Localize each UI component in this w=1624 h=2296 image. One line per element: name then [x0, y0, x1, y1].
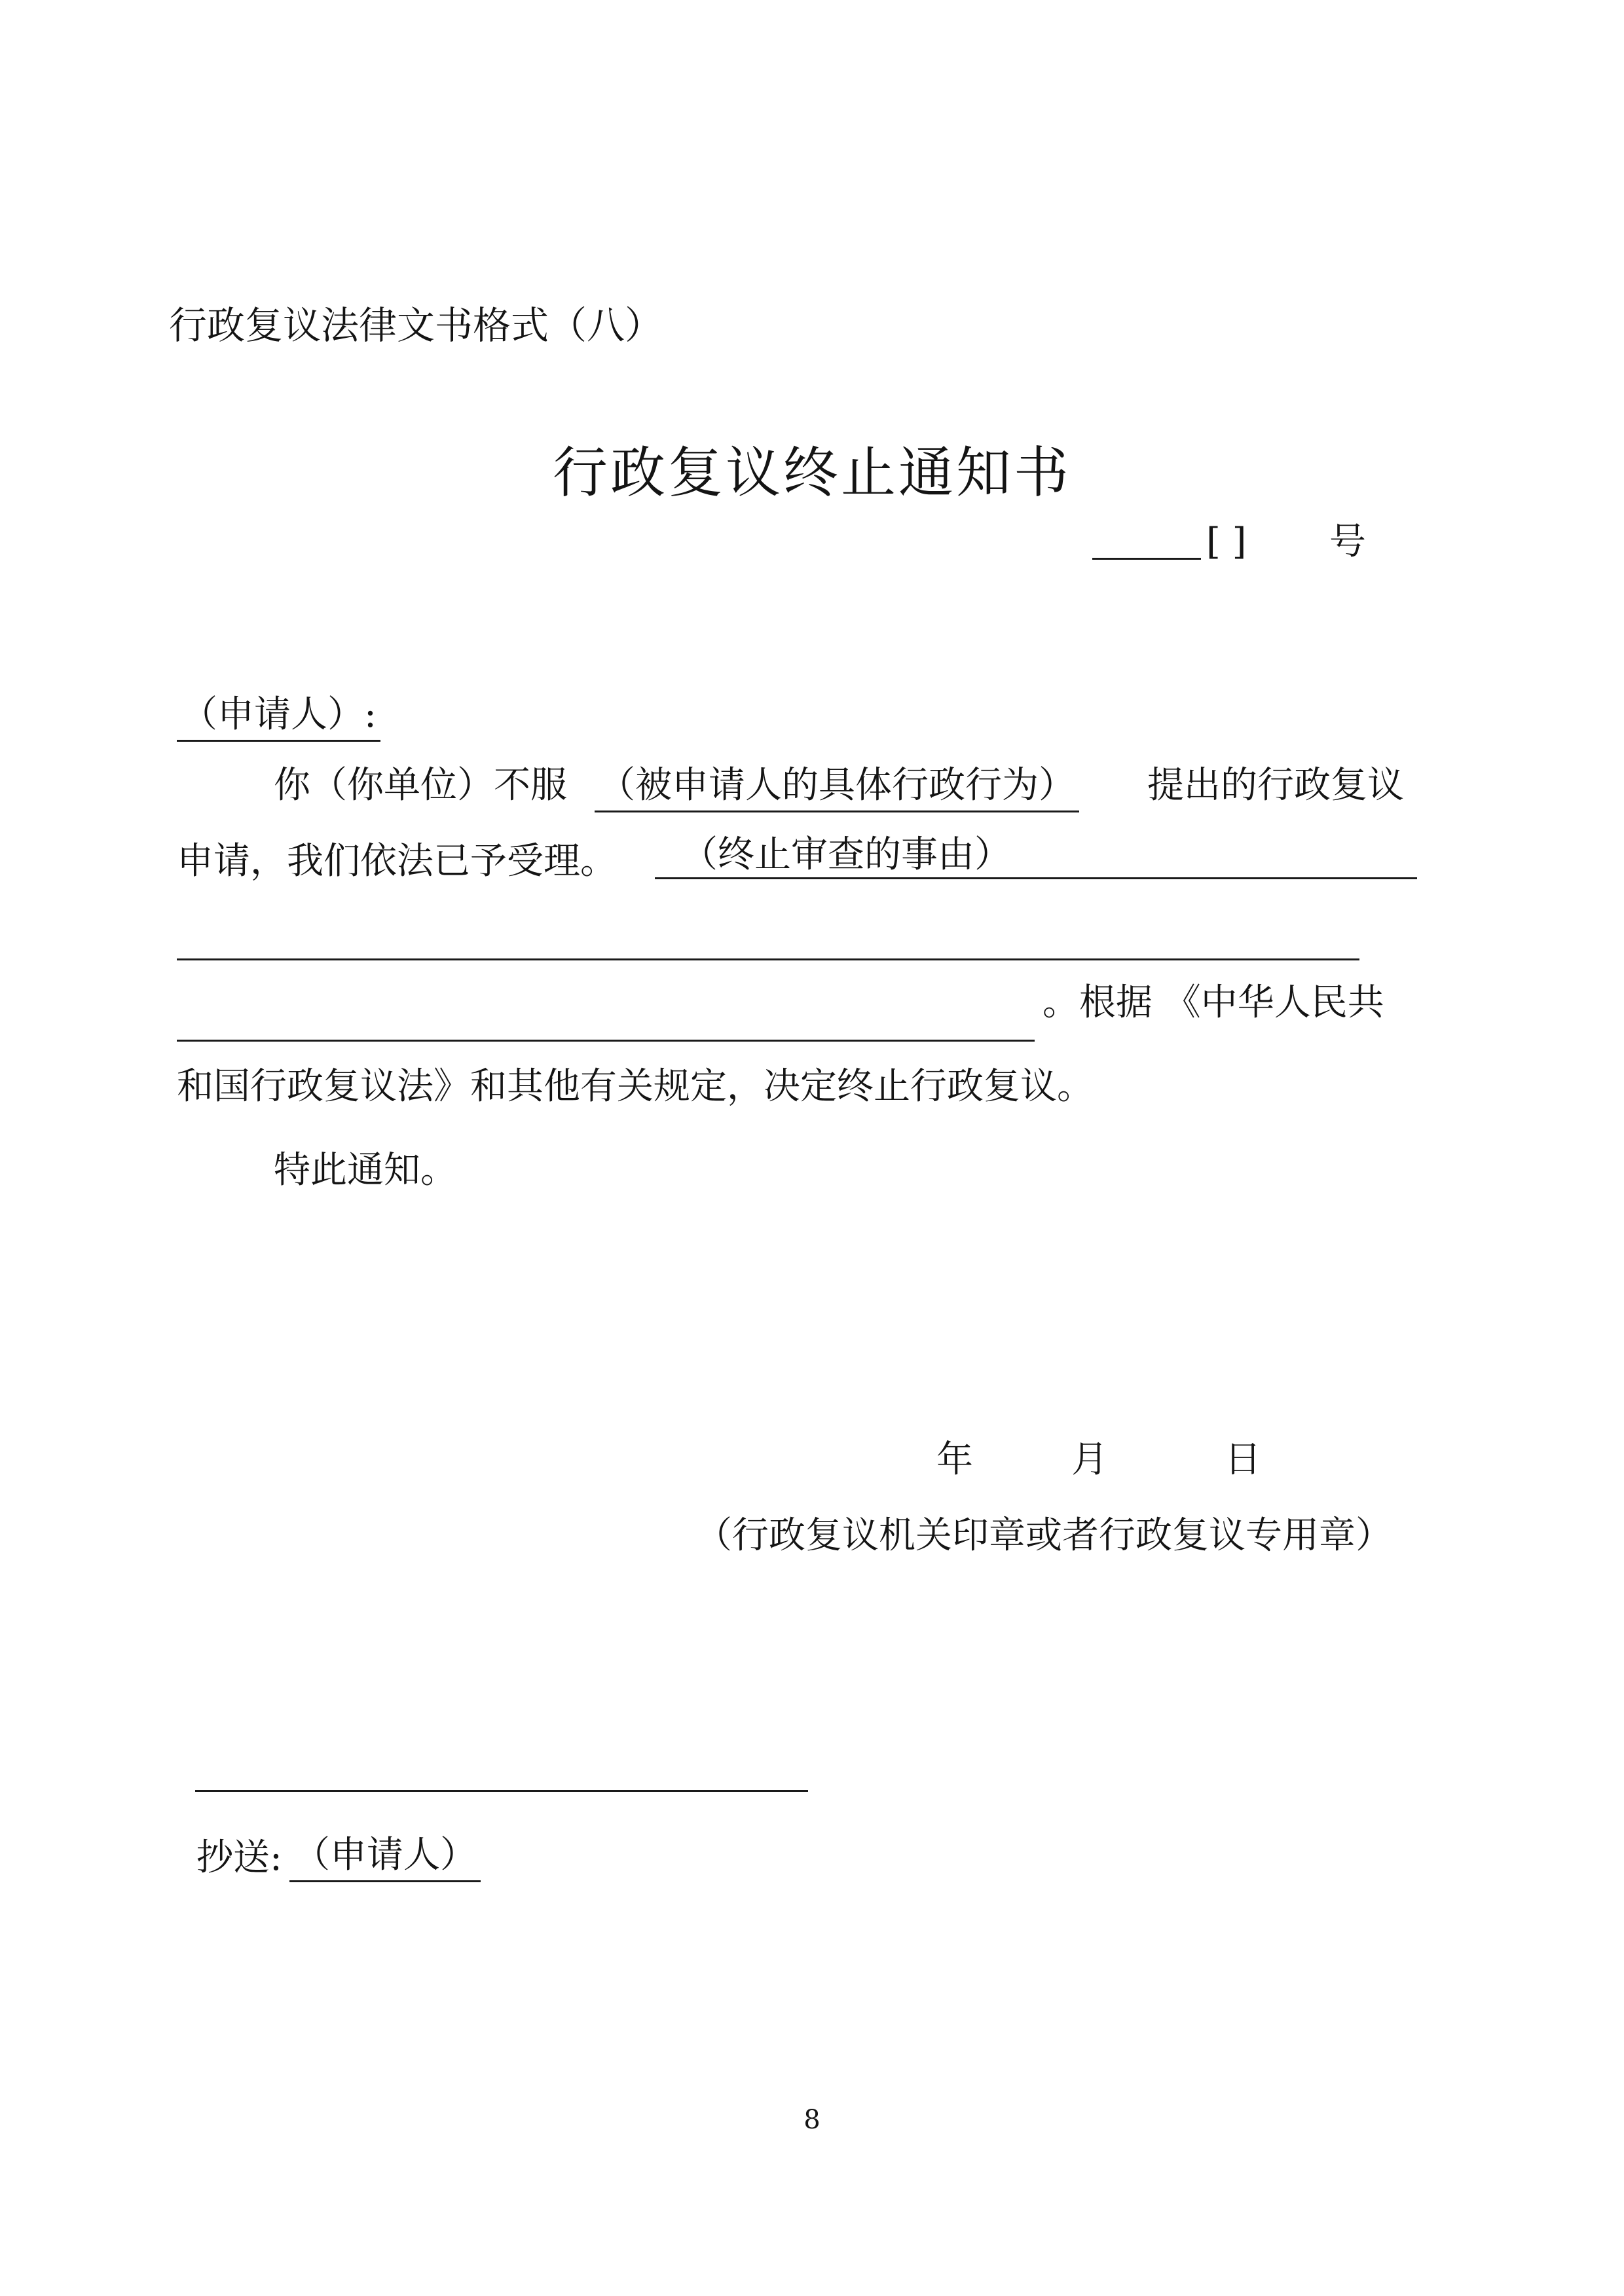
termination-reason-blank: （终止审查的事由）	[681, 833, 1011, 876]
body-line4-text: 。根据 《中华人民共	[1043, 981, 1384, 1024]
document-title: 行政复议终止通知书	[552, 441, 1071, 505]
body-line5-text: 和国行政复议法》和其他有关规定，决定终止行政复议。	[177, 1065, 1094, 1108]
respondent-action-blank: （被申请人的具体行政行为）	[595, 764, 1079, 812]
termination-reason-line-2	[177, 958, 1359, 960]
body-line2-prefix: 申请，我们依法已予受理。	[177, 840, 617, 883]
termination-reason-line-3	[177, 1040, 1035, 1042]
seal-note: （行政复议机关印章或者行政复议专用章）	[695, 1514, 1392, 1557]
doc-number-blank	[1092, 558, 1201, 560]
date-day: 日	[1225, 1438, 1261, 1481]
format-label: 行政复议法律文书格式（八）	[169, 303, 663, 348]
page-number: 8	[803, 2105, 821, 2135]
termination-reason-line-1	[655, 877, 1417, 879]
cc-recipient: （申请人）	[289, 1834, 481, 1882]
date-year: 年	[936, 1438, 973, 1481]
cc-separator-line	[195, 1790, 808, 1792]
doc-number-suffix: 号	[1329, 520, 1366, 563]
salutation-applicant: （申请人）:	[177, 693, 380, 742]
closing-text: 特此通知。	[274, 1149, 457, 1192]
body-line1-prefix: 你（你单位）不服	[274, 764, 567, 807]
body-line1-suffix: 提出的行政复议	[1147, 764, 1404, 807]
cc-label: 抄送:	[196, 1836, 282, 1879]
date-month: 月	[1071, 1438, 1108, 1481]
doc-number-brackets: [ ]	[1206, 520, 1247, 563]
